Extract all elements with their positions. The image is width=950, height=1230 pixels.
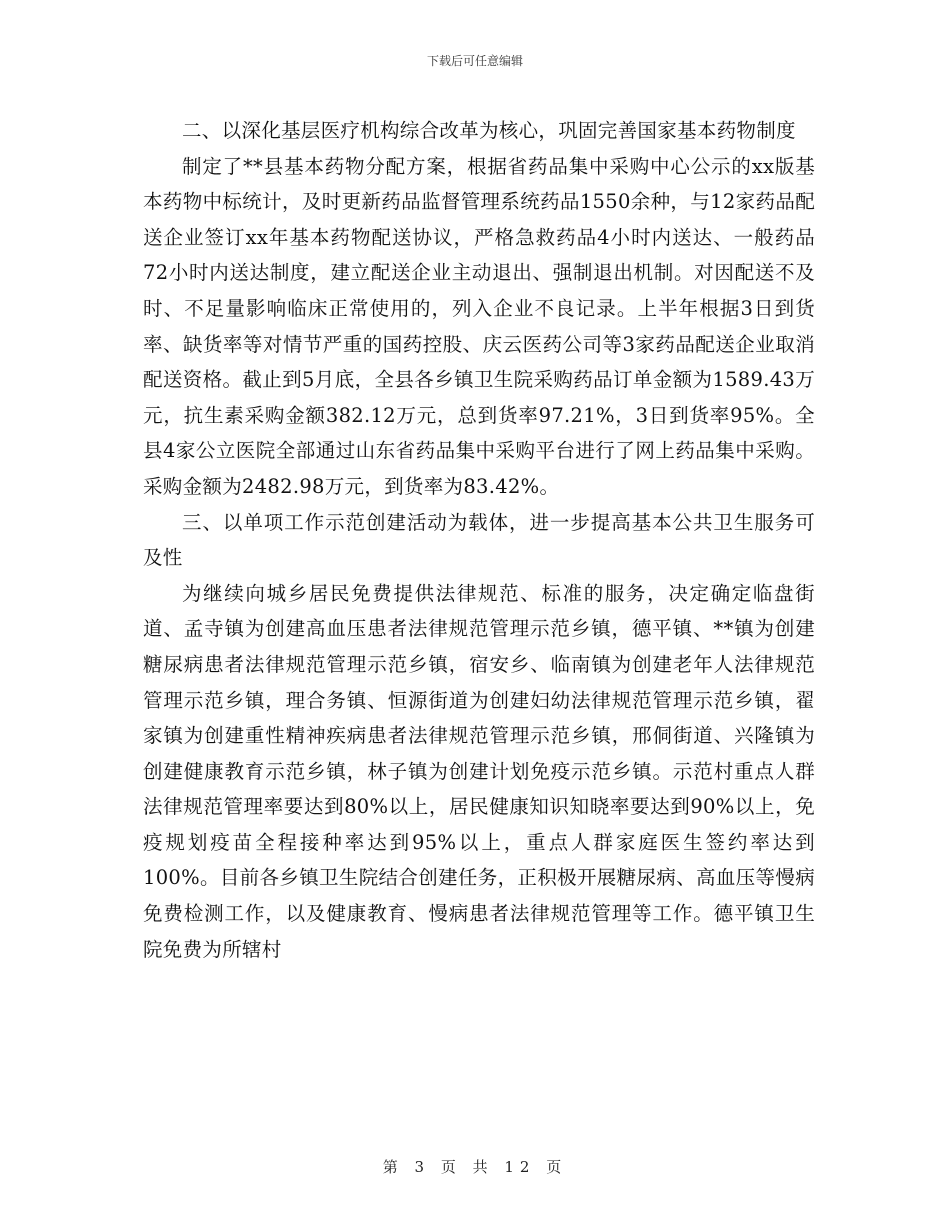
paragraph-demonstration-towns: 为继续向城乡居民免费提供法律规范、标准的服务，决定确定临盘街道、孟寺镇为创建高血压患者法律规范管理示范乡镇，德平镇、**镇为创建糖尿病患者法律规范管理示范乡镇，宿安乡、临南镇为创建老年人法律规范管理示范乡镇，理合务镇、恒源街道为创建妇幼法律规范管理示范乡镇，翟家镇为创建重性精神疾病患者法律规范管理示范乡镇，邢侗街道、兴隆镇为创建健康教育示范乡镇，林子镇为创建计划免疫示范乡镇。示范村重点人群法律规范管理率要达到80%以上，居民健康知识知晓率要达到90%以上，免疫规划疫苗全程接种率达到95%以上，重点人群家庭医生签约率达到100%。目前各乡镇卫生院结合创建任务，正积极开展糖尿病、高血压等慢病免费检测工作，以及健康教育、慢病患者法律规范管理等工作。德平镇卫生院免费为所辖村 xyxy=(143,581,815,961)
section-heading-2: 二、以深化基层医疗机构综合改革为核心，巩固完善国家基本药物制度 xyxy=(182,119,796,142)
document-body xyxy=(143,113,815,967)
page-header: 下载后可任意编辑 xyxy=(426,54,523,68)
section-heading-3: 三、以单项工作示范创建活动为载体，进一步提高基本公共卫生服务可及性 xyxy=(143,510,815,570)
paragraph-drug-distribution: 制定了**县基本药物分配方案，根据省药品集中采购中心公示的xx版基本药物中标统计，及时更新药品监督管理系统药品1550余种，与12家药品配送企业签订xx年基本药物配送协议，严格急救药品4小时内送达、一般药品72小时内送达制度，建立配送企业主动退出、强制退出机制。对因配送不及时、不足量影响临床正常使用的，列入企业不良记录。上半年根据3日到货率、缺货率等对情节严重的国药控股、庆云医药公司等3家药品配送企业取消配送资格。截止到5月底，全县各乡镇卫生院采购药品订单金额为1589.43万元，抗生素采购金额382.12万元，总到货率97.21%，3日到货率95%。全县4家公立医院全部通过山东省药品集中采购平台进行了网上药品集中采购。采购金额为2482.98万元，到货率为83.42%。 xyxy=(143,154,815,498)
page-footer: 第 3 页 共 12 页 xyxy=(382,1158,568,1176)
